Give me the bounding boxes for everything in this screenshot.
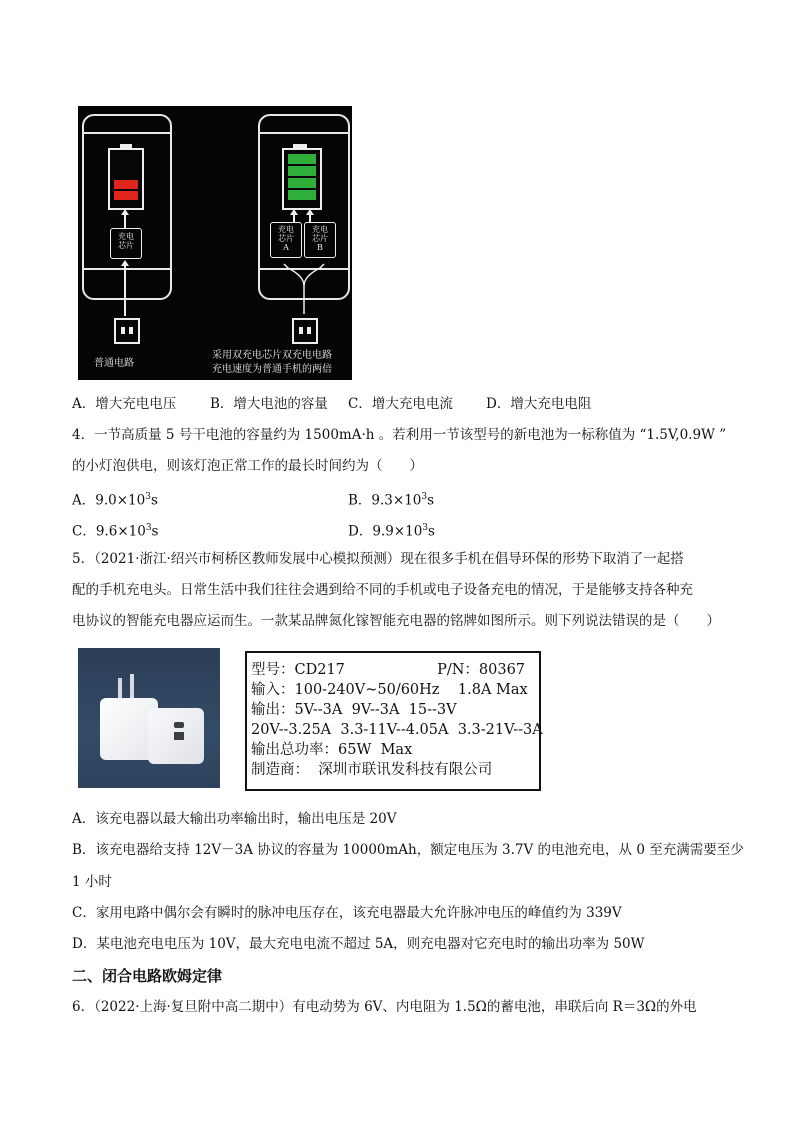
q5-stem-line3: 电协议的智能充电器应运而生。一款某品牌氮化镓智能充电器的铭牌如图所示。则下列说法错误的是（ ）: [72, 613, 720, 629]
battery-icon-left: [108, 148, 144, 210]
q3-option-a: A．增大充电电压: [72, 396, 177, 412]
q4-stem-line1: 4．一节高质量 5 号干电池的容量约为 1500mA·h 。若利用一节该型号的新电池为一标称值为 “1.5V,0.9W ”: [72, 427, 727, 443]
section-heading: 二、闭合电路欧姆定律: [72, 967, 223, 985]
nameplate-line-total-power: 输出总功率：65W Max: [251, 742, 413, 758]
q3-option-b: B．增大电池的容量: [210, 396, 328, 412]
plug-socket-icon-right: [292, 318, 318, 344]
battery-level-green: [288, 190, 316, 200]
q4-stem-line2: 的小灯泡供电，则该灯泡正常工作的最长时间约为（ ）: [72, 458, 423, 474]
caption-dual-chip-line1: 采用双充电芯片双充电电路: [212, 350, 332, 361]
battery-level-red: [114, 191, 138, 200]
charger-prong: [130, 674, 134, 700]
plug-socket-icon-left: [114, 318, 140, 344]
q3-option-c: C．增大充电电流: [348, 396, 453, 412]
phone-top-line-right: [260, 132, 348, 134]
q4-option-b: B．$9.3\times 10^3s$: [348, 492, 435, 509]
nameplate-line-output-2: 20V--3.25A 3.3-11V--4.05A 3.3-21V--3A: [251, 722, 543, 738]
phone-bottom-line-left: [84, 268, 170, 270]
nameplate-line-input: 输入：100-240V~50/60Hz 1.8A Max: [251, 682, 528, 698]
usb-c-port: [174, 722, 184, 728]
phone-top-line-left: [84, 132, 170, 134]
nameplate-line-model: 型号：CD217 P/N：80367: [251, 662, 526, 678]
caption-normal-circuit: 普通电路: [94, 358, 134, 369]
q4-option-a: A．$9.0\times 10^3s$: [72, 492, 158, 509]
q5-option-d: D．某电池充电电压为 10V，最大充电电流不超过 5A，则充电器对它充电时的输出功率为 50W: [72, 936, 645, 952]
q5-option-a: A．该充电器以最大输出功率输出时，输出电压是 20V: [72, 811, 397, 827]
nameplate-line-output: 输出：5V--3A 9V--3A 15--3V: [251, 702, 457, 718]
q4-option-c: C．$9.6\times 10^3s$: [72, 523, 159, 540]
charger-nameplate: [245, 651, 541, 791]
charging-chip-a: 充电 芯片 A: [270, 222, 302, 258]
charger-photo: [78, 648, 220, 788]
charging-chip-b: 充电 芯片 B: [304, 222, 336, 258]
caption-dual-chip-line2: 充电速度为普通手机的两倍: [212, 364, 332, 375]
q5-option-b-cont: 1 小时: [72, 874, 112, 890]
q6-stem-line1: 6．（2022·上海·复旦附中高二期中）有电动势为 6V、内电阻为 1.5Ω的蓄电池，串联后向 R＝3Ω的外电: [72, 999, 697, 1015]
battery-level-red: [114, 180, 138, 189]
q4-option-d: D．$9.9\times 10^3s$: [348, 523, 435, 540]
connector-line: [124, 214, 126, 228]
charging-circuit-diagram: [78, 106, 352, 380]
q5-option-b: B．该充电器给支持 12V－3A 协议的容量为 10000mAh，额定电压为 3.7V 的电池充电，从 0 至充满需要至少: [72, 842, 744, 858]
connector-line: [124, 266, 126, 316]
nameplate-line-manufacturer: 制造商： 深圳市联讯发科技有限公司: [251, 762, 493, 778]
battery-level-green: [288, 154, 316, 164]
battery-icon-right: [282, 148, 322, 210]
q5-stem-line1: 5．（2021·浙江·绍兴市柯桥区教师发展中心模拟预测）现在很多手机在倡导环保的形势下取消了一起搭: [72, 551, 684, 567]
q5-stem-line2: 配的手机充电头。日常生活中我们往往会遇到给不同的手机或电子设备充电的情况，于是能够支持各种充: [72, 582, 693, 598]
q3-option-d: D．增大充电电阻: [486, 396, 592, 412]
charging-chip-left: 充电 芯片: [110, 228, 142, 259]
usb-a-port: [174, 732, 184, 740]
battery-level-green: [288, 178, 316, 188]
q5-option-c: C．家用电路中偶尔会有瞬时的脉冲电压存在，该充电器最大允许脉冲电压的峰值约为 339V: [72, 905, 622, 921]
battery-level-green: [288, 166, 316, 176]
split-connector: [274, 256, 334, 316]
